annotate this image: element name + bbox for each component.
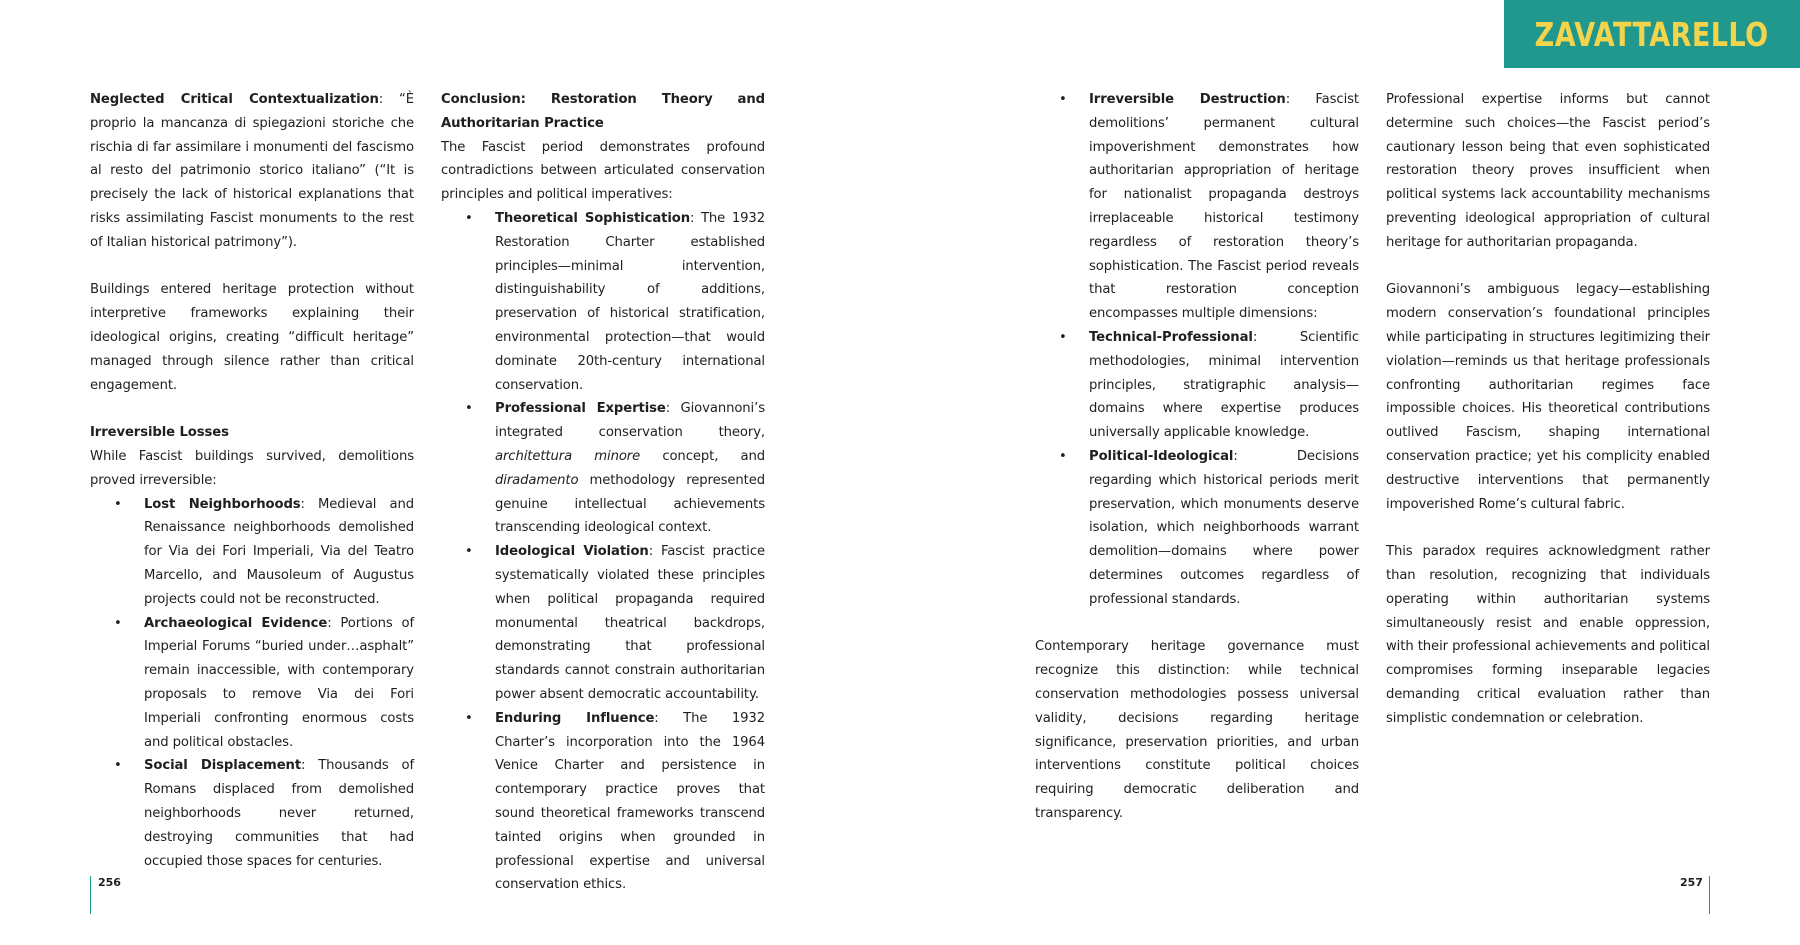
heading-irreversible-losses: Irreversible Losses (90, 425, 229, 441)
heading-contextualization: Neglected Critical Contextualization (90, 92, 379, 107)
list-item: • Ideological Violation: Fascist practice systematically violated these principles when political propaganda required monumental theatrical backdrops, demonstrating that professional standards cannot constrain authoritarian power absent democratic accountability. (441, 540, 765, 707)
paragraph-giovannoni-legacy: Giovannoni’s ambiguous legacy—establishing modern conservation’s foundational principles while participating in structures legitimizing their violation—reminds us that heritage professionals confronting authoritarian regimes face impossible choices. His theoretical contributions outlived Fascism, shaping international conservation practice; yet his complicity enabled destructive interventions that permanently impoverished Rome’s cultural fabric. (1386, 282, 1710, 512)
list-item: • Archaeological Evidence: Portions of Imperial Forums “buried under…asphalt” remain inaccessible, with contemporary proposals to remove Via dei Fori Imperiali confronting enormous costs and political obstacles. (90, 612, 414, 755)
paragraph-governance: Contemporary heritage governance must recognize this distinction: while technical conservation methodologies possess universal validity, decisions regarding heritage significance, preservation priorities, and urban interventions constitute political choices requiring democratic deliberation and transparency. (1035, 639, 1359, 821)
left-page-rule (90, 876, 91, 914)
losses-list (90, 493, 414, 874)
paragraph-losses-intro: While Fascist buildings survived, demolitions proved irreversible: (90, 448, 414, 488)
paragraph-difficult-heritage: Buildings entered heritage protection without interpretive frameworks explaining their ideological origins, creating “difficult heritage” managed through silence rather than critical engagement. (90, 282, 414, 393)
banner-title: ZAVATTARELLO (1535, 14, 1769, 54)
list-item: • Enduring Influence: The 1932 Charter’s incorporation into the 1964 Venice Charter and persistence in contemporary practice proves that sound theoretical frameworks transcend tainted origins when grounded in professional expertise and universal conservation ethics. (441, 707, 765, 897)
list-item: • Professional Expertise: Giovannoni’s integrated conservation theory, architettura minore concept, and diradamento methodology represented genuine intellectual achievements transcending ideological context. (441, 397, 765, 540)
list-item: • Lost Neighborhoods: Medieval and Renaissance neighborhoods demolished for Via dei Fori Imperiali, Via del Teatro Marcello, and Mausoleum of Augustus projects could not be reconstructed. (90, 493, 414, 612)
paragraph-paradox: This paradox requires acknowledgment rather than resolution, recognizing that individuals operating within authoritarian systems simultaneously resist and enable oppression, with their professional achievements and political compromises forming inseparable legacies demanding critical evaluation rather than simplistic condemnation or celebration. (1386, 544, 1710, 726)
conclusion-list (441, 207, 765, 897)
heading-conclusion: Conclusion: Restoration Theory and Authoritarian Practice (441, 92, 765, 131)
list-item: • Irreversible Destruction: Fascist demolitions’ permanent cultural impoverishment demonstrates how authoritarian appropriation of heritage for nationalist propaganda destroys irreplaceable historical testimony regardless of restoration theory’s sophistication. The Fascist period reveals that restoration conception encompasses multiple dimensions: (1035, 88, 1359, 326)
list-item: • Social Displacement: Thousands of Romans displaced from demolished neighborhoods never returned, destroying communities that had occupied those spaces for centuries. (90, 754, 414, 873)
paragraph-conclusion-intro: The Fascist period demonstrates profound contradictions between articulated conservation principles and political imperatives: (441, 139, 765, 203)
list-item: • Political-Ideological: Decisions regarding which historical periods merit preservation, which monuments deserve isolation, which neighborhoods warrant demolition—domains where power determines outcomes regardless of professional standards. (1035, 445, 1359, 612)
chapter-banner (1504, 0, 1800, 68)
page-number-right: 257 (1680, 876, 1703, 889)
dimensions-list (1035, 88, 1359, 612)
list-item: • Theoretical Sophistication: The 1932 Restoration Charter established principles—minimal intervention, distinguishability of additions, preservation of historical stratification, environmental protection—that would dominate 20th-century international conservation. (441, 207, 765, 397)
paragraph-contextualization: Neglected Critical Contextualization: “È proprio la mancanza di spiegazioni storiche che rischia di far assimilare i monumenti del fascismo al resto del patrimonio storico italiano” (“It is precisely the lack of historical explanations that risks assimilating Fascist monuments to the rest of Italian historical patrimony”). (90, 92, 414, 250)
paragraph-expertise: Professional expertise informs but cannot determine such choices—the Fascist period’s cautionary lesson being that even sophisticated restoration theory proves insufficient when political systems lack accountability mechanisms preventing ideological appropriation of cultural heritage for authoritarian propaganda. (1386, 92, 1710, 250)
left-page-column-1 (90, 88, 414, 873)
list-item: • Technical-Professional: Scientific methodologies, minimal intervention principles, stratigraphic analysis—domains where expertise produces universally applicable knowledge. (1035, 326, 1359, 445)
page-number-left: 256 (98, 876, 121, 889)
right-page-column-2 (1386, 88, 1710, 731)
right-page-rule (1709, 876, 1710, 914)
right-page-column-1 (1035, 88, 1359, 826)
left-page-column-2 (441, 88, 765, 897)
